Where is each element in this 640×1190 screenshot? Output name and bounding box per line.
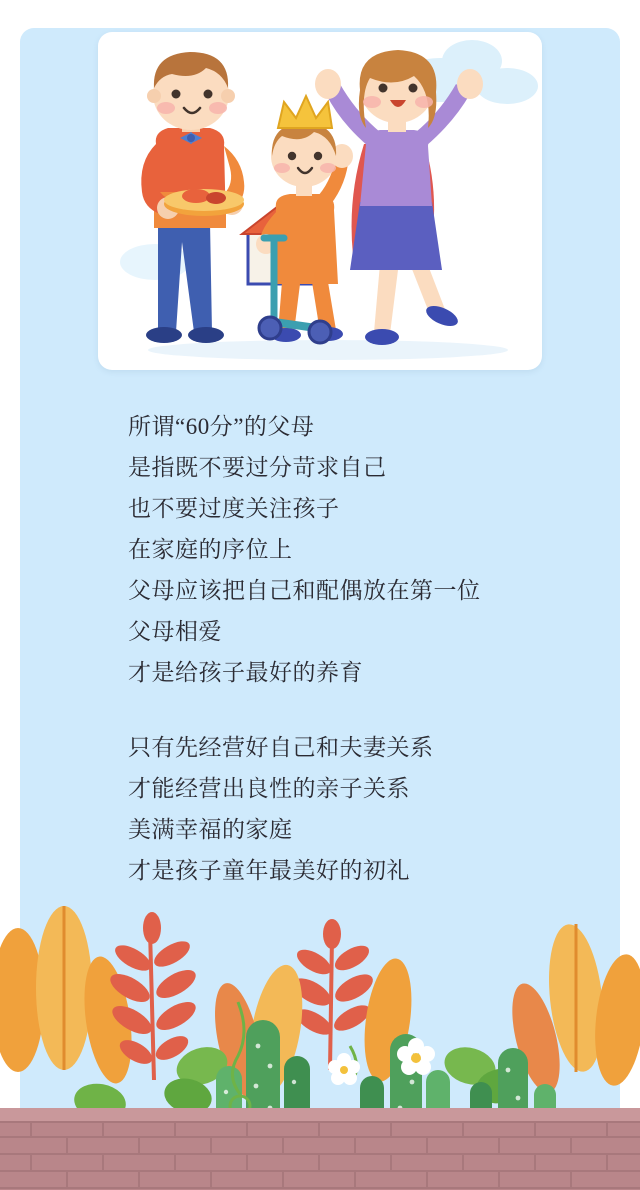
poem-line: 才能经营出良性的亲子关系 [128,776,410,801]
brick [320,1121,392,1138]
brick-row [0,1138,640,1155]
brick [464,1155,536,1172]
brick-row [0,1172,640,1189]
brick-row [0,1121,640,1138]
brick [392,1121,464,1138]
poem-line: 父母相爱 [128,619,222,644]
poem-line: 美满幸福的家庭 [128,817,293,842]
poem-line: 在家庭的序位上 [128,537,293,562]
brick [248,1121,320,1138]
brick [104,1155,176,1172]
family-illustration [98,32,542,370]
brick [320,1155,392,1172]
brick [500,1138,572,1155]
poem-line: 才是给孩子最好的养育 [128,660,363,685]
brick [392,1155,464,1172]
poem-stanza-one [128,406,598,693]
brick [212,1138,284,1155]
poem-line: 是指既不要过分苛求自己 [128,455,387,480]
brick [428,1172,500,1189]
brick [68,1138,140,1155]
stanza-spacer [128,693,598,727]
brick [356,1172,428,1189]
brick [572,1138,640,1155]
brick [32,1155,104,1172]
brick [500,1172,572,1189]
fern-red-2 [289,919,377,1070]
brick-wall [0,1108,640,1190]
poem-line: 所谓“60分”的父母 [128,414,315,439]
brick [428,1138,500,1155]
brick [212,1172,284,1189]
brick [464,1121,536,1138]
brick [0,1172,68,1189]
poem-line: 只有先经营好自己和夫妻关系 [128,735,434,760]
poem-line: 也不要过度关注孩子 [128,496,340,521]
brick [32,1121,104,1138]
brick [176,1155,248,1172]
brick [140,1138,212,1155]
brick [608,1121,640,1138]
poem-line: 才是孩子童年最美好的初礼 [128,858,410,883]
poem-text [128,406,598,891]
brick [0,1138,68,1155]
brick [356,1138,428,1155]
brick [140,1172,212,1189]
brick [68,1172,140,1189]
brick [536,1155,608,1172]
brick [176,1121,248,1138]
brick-row [0,1155,640,1172]
brick [284,1172,356,1189]
brick [104,1121,176,1138]
brick [536,1121,608,1138]
brick [284,1138,356,1155]
brick [0,1121,32,1138]
brick [248,1155,320,1172]
leaf-group-left [0,906,139,1086]
illustration-panel [98,32,542,370]
brick [608,1155,640,1172]
brick [572,1172,640,1189]
poem-line: 父母应该把自己和配偶放在第一位 [128,578,481,603]
brick [0,1155,32,1172]
poem-stanza-two [128,727,598,891]
